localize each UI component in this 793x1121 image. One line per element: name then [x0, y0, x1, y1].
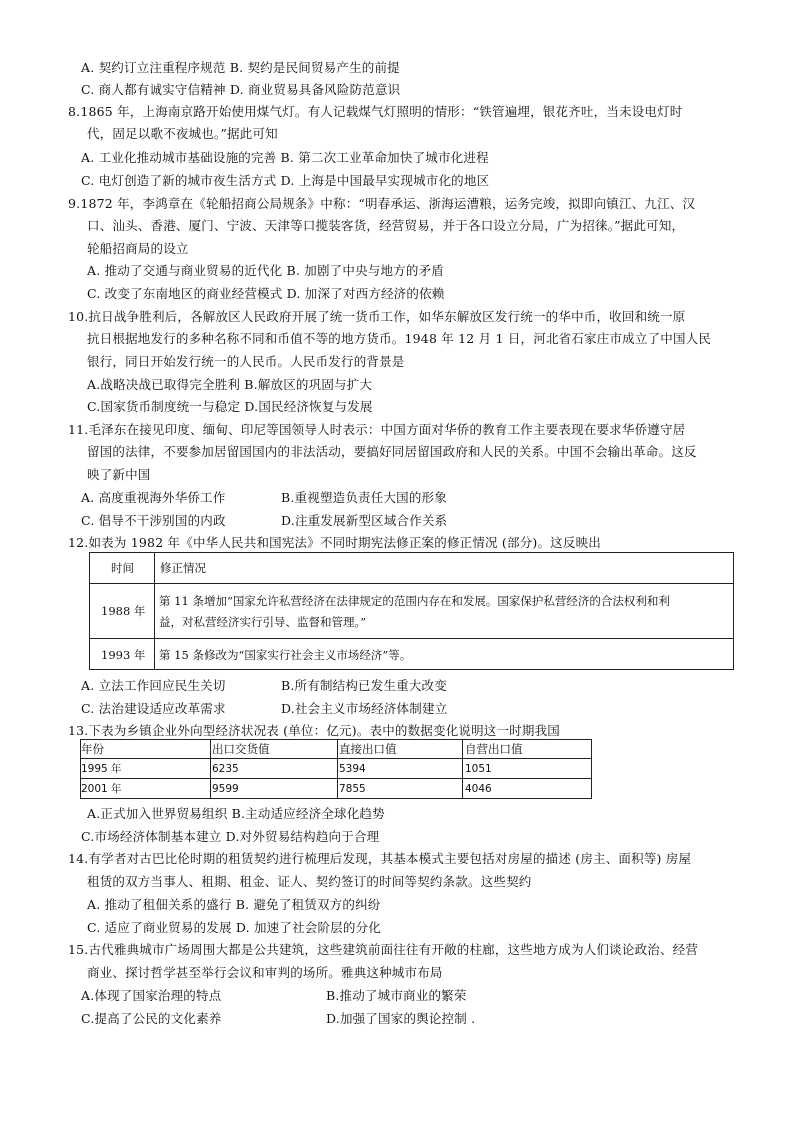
q9-stem-line1: 9.1872 年，李鸿章在《轮船招商公局规条》中称：“明春承运、浙海运漕粮，运务完竣，拟即向镇江、九江、汉	[68, 196, 696, 211]
q13-row-divider	[80, 758, 592, 779]
q13-options-line1: A.正式加入世界贸易组织 B.主动适应经济全球化趋势	[87, 806, 385, 821]
q11-stem-line1: 11.毛泽东在接见印度、缅甸、印尼等国领导人时表示：中国方面对华侨的教育工作主要表现在要求华侨遵守居	[68, 422, 686, 437]
q13-row2-export-delivery: 9599	[212, 783, 239, 795]
q10-options-line2: C.国家货币制度统一与稳定 D.国民经济恢复与发展	[87, 399, 373, 414]
q13-options-line2: C.市场经济体制基本建立 D.对外贸易结构趋向于合理	[81, 829, 380, 844]
q8-options-line2: C. 电灯创造了新的城市夜生活方式 D. 上海是中国最早实现城市化的地区	[81, 173, 490, 188]
q12-option-b: B.所有制结构已发生重大改变	[281, 678, 447, 693]
q13-header-export-delivery: 出口交货值	[212, 742, 270, 756]
q10-stem-line2: 抗日根据地发行的多种名称不同和币值不等的地方货币。1948 年 12 月 1 日，河北省石家庄市成立了中国人民	[87, 331, 712, 346]
q9-options-line2: C. 改变了东南地区的商业经营模式 D. 加深了对西方经济的依赖	[87, 286, 445, 301]
q11-option-d: D.注重发展新型区域合作关系	[281, 513, 448, 528]
q10-stem-line1: 10.抗日战争胜利后，各解放区人民政府开展了统一货币工作，如华东解放区发行统一的华中币，收回和统一原	[68, 309, 686, 324]
q15-option-b: B.推动了城市商业的繁荣	[326, 988, 467, 1003]
q14-stem-line1: 14.有学者对古巴比伦时期的租赁契约进行梳理后发现，其基本模式主要包括对房屋的描述 (房主、面积等) 房屋	[68, 851, 692, 866]
q12-row2-time: 1993 年	[101, 648, 146, 662]
q8-options-line1: A. 工业化推动城市基础设施的完善 B. 第二次工业革命加快了城市化进程	[81, 150, 489, 165]
q13-row1-export-delivery: 6235	[212, 763, 239, 775]
q12-option-d: D.社会主义市场经济体制建立	[281, 701, 448, 716]
q8-stem-line2: 代，固足以歌不夜城也。”据此可知	[87, 126, 278, 141]
q11-option-c: C. 倡导不干涉别国的内政	[81, 513, 226, 528]
q9-options-line1: A. 推动了交通与商业贸易的近代化 B. 加剧了中央与地方的矛盾	[87, 263, 444, 278]
q15-stem-line2: 商业、探讨哲学甚至举行会议和审判的场所。雅典这种城市布局	[87, 965, 443, 980]
q13-header-year: 年份	[81, 742, 104, 756]
q9-stem-line3: 轮船招商局的设立	[87, 241, 189, 256]
q12-row1-text-line1: 第 11 条增加“国家允许私营经济在法律规定的范围内存在和发展。国家保护私营经济的合法权利和利	[159, 594, 670, 608]
q8-stem-line1: 8.1865 年，上海南京路开始使用煤气灯。有人记载煤气灯照明的情形：“铁管遍埋，银花齐吐，当未设电灯时	[68, 104, 683, 119]
q11-option-b: B.重视塑造负责任大国的形象	[281, 490, 447, 505]
q11-stem-line3: 映了新中国	[87, 467, 151, 482]
q13-row2-year: 2001 年	[81, 783, 122, 795]
q12-amendment-table	[89, 552, 734, 670]
q13-row2-direct-export: 7855	[339, 783, 366, 795]
q13-row1-self-export: 1051	[465, 763, 492, 775]
q11-option-a: A. 高度重视海外华侨工作	[81, 490, 226, 505]
q9-stem-line2: 口、汕头、香港、厦门、宁波、天津等口揽装客货，经营贸易，并于各口设立分局，广为招徕。”据此可知，	[87, 218, 685, 233]
q15-stem-line1: 15.古代雅典城市广场周围大都是公共建筑，这些建筑前面往往有开敞的柱廊，这些地方成为人们谈论政治、经营	[68, 942, 699, 957]
q12-row1-time: 1988 年	[101, 604, 146, 618]
q12-table-row1	[89, 583, 734, 639]
q7-options-line2: C. 商人都有诚实守信精神 D. 商业贸易具备风险防范意识	[81, 82, 401, 97]
q13-header-self-export: 自营出口值	[465, 742, 523, 756]
q12-row1-text-line2: 益，对私营经济实行引导、监督和管理。”	[159, 615, 367, 629]
q12-option-c: C. 法治建设适应改革需求	[81, 701, 226, 716]
q10-stem-line3: 银行，同日开始发行统一的人民币。人民币发行的背景是	[87, 354, 405, 369]
q12-header-time: 时间	[111, 561, 134, 575]
q15-option-d: D.加强了国家的舆论控制 .	[326, 1011, 476, 1026]
q12-option-a: A. 立法工作回应民生关切	[81, 678, 226, 693]
q13-row2-self-export: 4046	[465, 783, 492, 795]
q13-export-table	[80, 739, 592, 799]
q12-row2-text: 第 15 条修改为“国家实行社会主义市场经济”等。	[159, 648, 412, 662]
q13-row1-year: 1995 年	[81, 763, 122, 775]
q15-option-a: A.体现了国家治理的特点	[81, 988, 222, 1003]
q13-stem: 13.下表为乡镇企业外向型经济状况表 (单位：亿元)。表中的数据变化说明这一时期我国	[68, 723, 561, 738]
q12-header-content: 修正情况	[160, 561, 206, 575]
q7-options-line1: A. 契约订立注重程序规范 B. 契约是民间贸易产生的前提	[81, 60, 400, 75]
q14-options-line1: A. 推动了租佃关系的盛行 B. 避免了租赁双方的纠纷	[87, 897, 381, 912]
q12-stem: 12.如表为 1982 年《中华人民共和国宪法》不同时期宪法修正案的修正情况 (部分)。这反映出	[68, 535, 601, 550]
q13-row1-direct-export: 5394	[339, 763, 366, 775]
q11-stem-line2: 留国的法律，不要参加居留国国内的非法活动，要搞好同居留国政府和人民的关系。中国不会输出革命。这反	[87, 444, 697, 459]
q10-options-line1: A.战略决战已取得完全胜利 B.解放区的巩固与扩大	[87, 377, 373, 392]
q15-option-c: C.提高了公民的文化素养	[81, 1011, 222, 1026]
q13-header-direct-export: 直接出口值	[339, 742, 397, 756]
q14-options-line2: C. 适应了商业贸易的发展 D. 加速了社会阶层的分化	[87, 920, 381, 935]
q14-stem-line2: 租赁的双方当事人、租期、租金、证人、契约签订的时间等契约条款。这些契约	[87, 874, 532, 889]
